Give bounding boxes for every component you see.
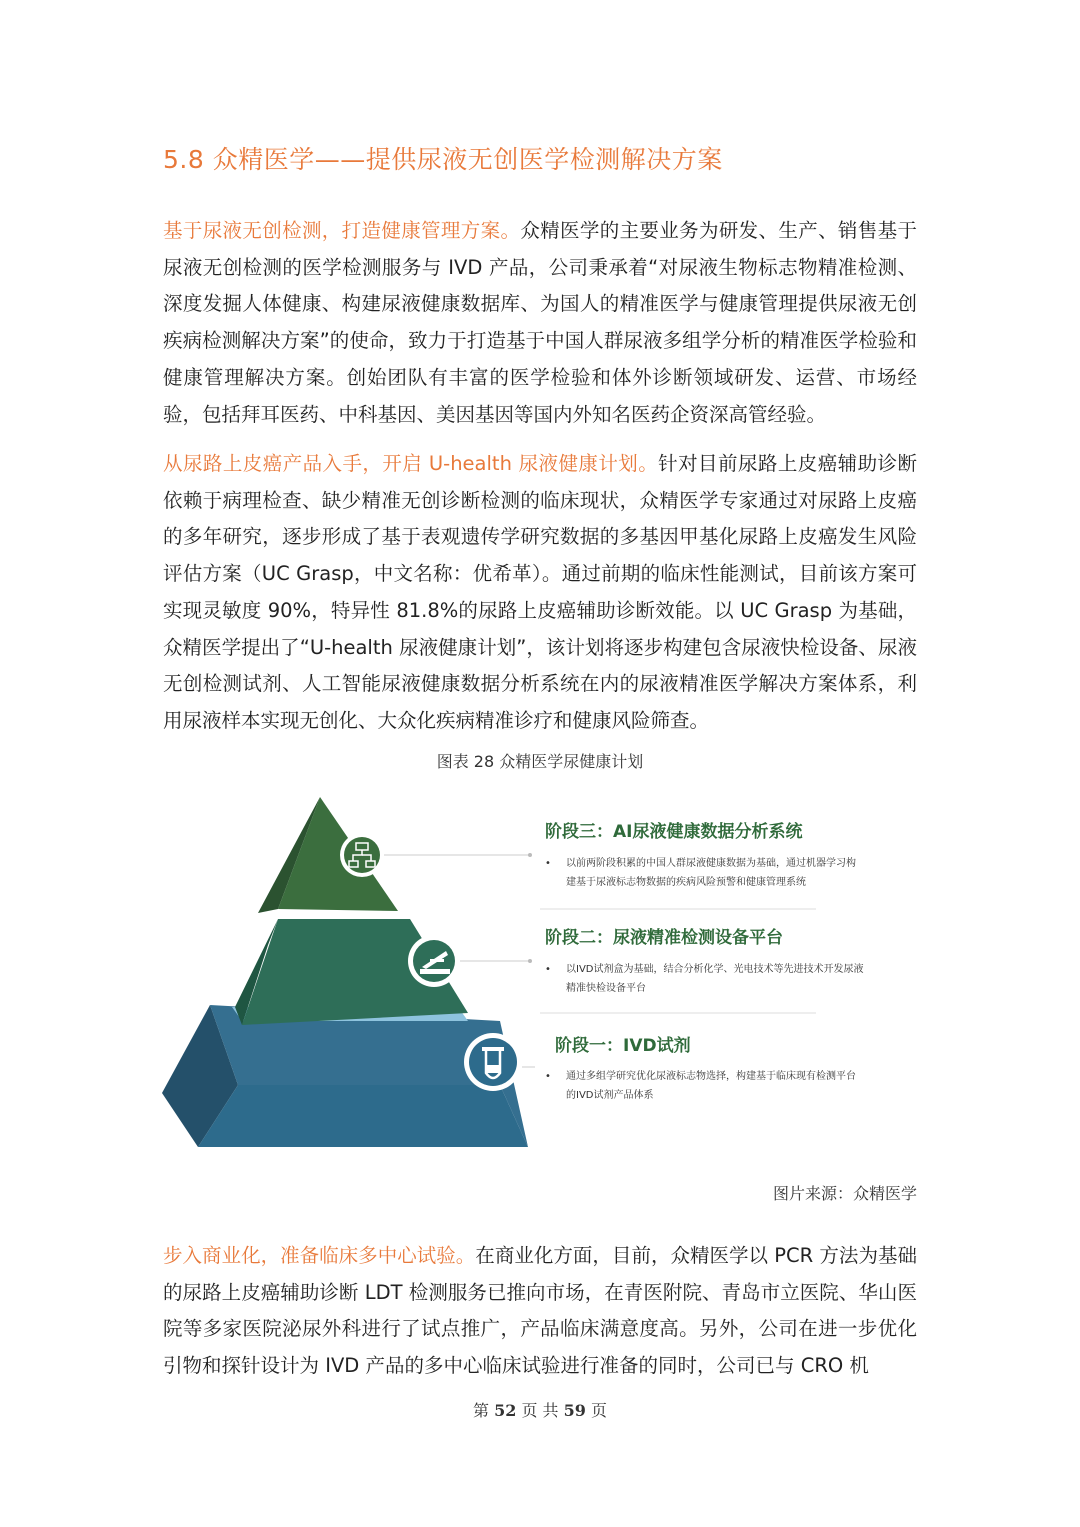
stage-1-title: 阶段一：IVD试剂 <box>555 1036 691 1056</box>
paragraph-lead: 基于尿液无创检测，打造健康管理方案。 <box>163 219 521 242</box>
stage-3-text-line-2: 建基于尿液标志物数据的疾病风险预警和健康管理系统 <box>566 877 806 888</box>
paragraph-body: 众精医学的主要业务为研发、生产、销售基于尿液无创检测的医学检测服务与 IVD 产品，公司秉承着“对尿液生物标志物精准检测、深度发掘人体健康、构建尿液健康数据库、为国人的精准医学与健康管理提供尿液无创疾病检测解决方案”的使命，致力于打造基于中国人群尿液多组学分析的精准医学检验和健康管理解决方案。创始团队有丰富的医学检验和体外诊断领域研发、运营、市场经验，包括拜耳医药、中科基因、美因基因等国内外知名医药企资深高管经验。 <box>163 219 917 426</box>
stage-1-text-line-1: 通过多组学研究优化尿液标志物选择，构建基于临床现有检测平台 <box>566 1071 856 1082</box>
paragraph-lead: 从尿路上皮癌产品入手，开启 U-health 尿液健康计划。 <box>163 452 659 475</box>
connector-dot <box>528 959 532 963</box>
figure-caption: 图表 28 众精医学尿健康计划 <box>436 752 644 771</box>
stage-3-bullet: • <box>545 858 551 869</box>
pyramid-bottom-front <box>198 1085 528 1147</box>
stage-2-bullet: • <box>545 964 551 975</box>
footer-middle: 页 共 <box>521 1401 559 1420</box>
footer-prefix: 第 <box>472 1401 489 1420</box>
paragraph-body: 针对目前尿路上皮癌辅助诊断依赖于病理检查、缺少精准无创诊断检测的临床现状，众精医学专家通过对尿路上皮癌的多年研究，逐步形成了基于表观遗传学研究数据的多基因甲基化尿路上皮癌发生风险评估方案（UC Grasp，中文名称：优希革）。通过前期的临床性能测试，目前该方案可实现灵敏度 90%，特异性 81.8%的尿路上皮癌辅助诊断效能。以 UC Grasp 为基础，众精医学提出了“U-health 尿液健康计划”，该计划将逐步构建包含尿液快检设备、尿液无创检测试剂、人工智能尿液健康数据分析系统在内的尿液精准医学解决方案体系，利用尿液样本实现无创化、大众化疾病精准诊疗和健康风险筛查。 <box>163 452 917 732</box>
page-footer <box>0 1398 1080 1421</box>
figure-source: 图片来源：众精医学 <box>772 1184 917 1203</box>
paragraph-2 <box>163 446 917 740</box>
total-pages: 59 <box>563 1401 586 1420</box>
pyramid-figure <box>150 785 930 1155</box>
paragraph-3 <box>163 1238 917 1385</box>
stage-2-title: 阶段二：尿液精准检测设备平台 <box>545 928 783 948</box>
current-page-number: 52 <box>494 1401 517 1420</box>
stage-3-title: 阶段三：AI尿液健康数据分析系统 <box>545 822 803 842</box>
connector-dot <box>528 853 532 857</box>
analyzer-device-icon <box>408 935 460 987</box>
stage-1-bullet: • <box>545 1071 551 1082</box>
section-heading: 5.8 众精医学——提供尿液无创医学检测解决方案 <box>163 145 723 174</box>
stage-2-text-line-2: 精准快检设备平台 <box>566 983 646 994</box>
paragraph-1 <box>163 213 917 433</box>
paragraph-body: 在商业化方面，目前，众精医学以 PCR 方法为基础的尿路上皮癌辅助诊断 LDT 检测服务已推向市场，在青医附院、青岛市立医院、华山医院等多家医院泌尿外科进行了试点推广，产品临床满意度高。另外，公司在进一步优化引物和探针设计为 IVD 产品的多中心临床试验进行准备的同时，公司已与 CRO 机 <box>163 1244 917 1378</box>
test-tube-icon <box>464 1033 522 1091</box>
footer-suffix: 页 <box>591 1401 608 1420</box>
stage-1-text-line-2: 的IVD试剂产品体系 <box>566 1090 654 1101</box>
stage-2-text-line-1: 以IVD试剂盒为基础，结合分析化学、光电技术等先进技术开发尿液 <box>566 964 864 975</box>
stage-3-text-line-1: 以前两阶段积累的中国人群尿液健康数据为基础，通过机器学习构 <box>566 858 856 869</box>
paragraph-lead: 步入商业化，准备临床多中心试验。 <box>163 1244 476 1267</box>
network-diagram-icon <box>340 833 384 877</box>
